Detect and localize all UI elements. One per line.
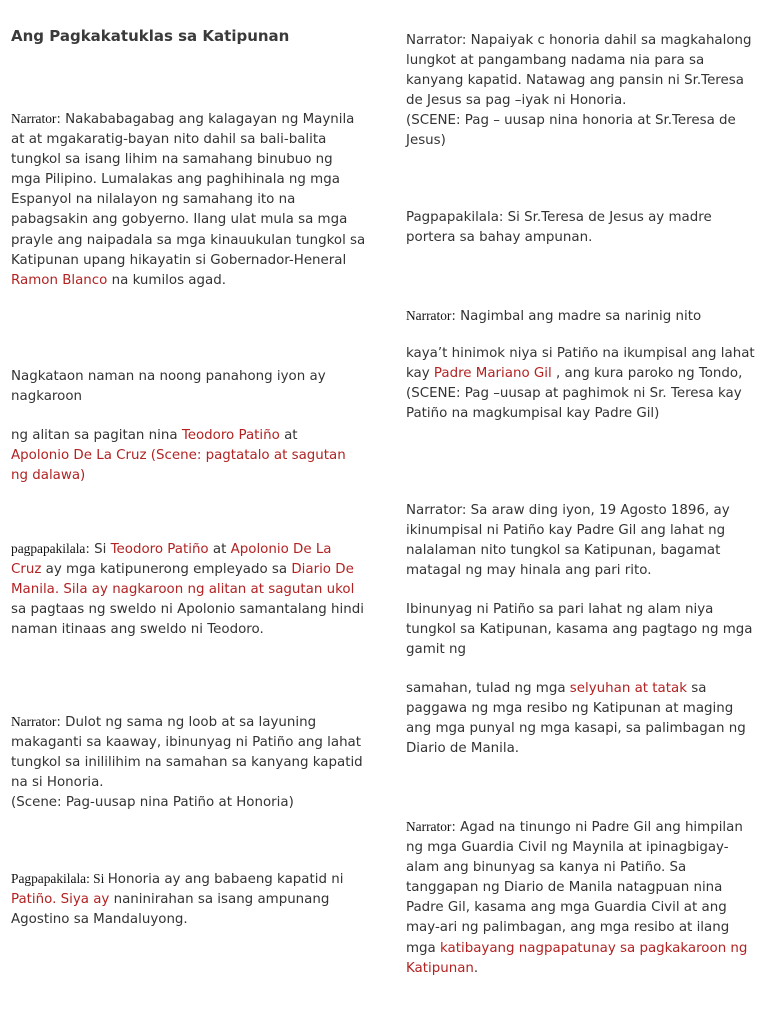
- paragraph-text: Narrator: Sa araw ding iyon, 19 Agosto 1896, ay ikinumpisal ni Patiño kay Padre Gil ang lahat ng nalalaman nito tungkol sa Katipunan, bagamat matagal ng may hinala ang pari rito.: [406, 503, 730, 579]
- left-paragraph-1: [11, 109, 366, 291]
- speaker-label: Pagpapakilala: [11, 871, 87, 886]
- paragraph-text: Honoria ay ang babaeng kapatid ni: [107, 872, 344, 887]
- left-paragraph-5: [11, 712, 366, 813]
- highlight-text: Apolonio De La Cruz (Scene: pagtatalo at sagutan ng dalawa): [11, 448, 346, 484]
- highlight-text: Teodoro Patiño: [181, 428, 280, 443]
- speaker-label: Narrator: [406, 819, 452, 834]
- highlight-text: Apolonio De La Cruz: [11, 542, 332, 578]
- right-paragraph-6: [406, 600, 758, 660]
- paragraph-text: Ibinunyag ni Patiño sa pari lahat ng alam niya tungkol sa Katipunan, kasama ang pagtago ng mga gamit ng: [406, 602, 753, 658]
- speaker-label: pagpapakilala: [11, 541, 86, 556]
- paragraph-text: , ang kura paroko ng Tondo,: [551, 366, 743, 382]
- paragraph-text: Narrator: Napaiyak c honoria dahil sa magkahalong lungkot at pangambang nadama nia para sa kanyang kapatid. Natawag ang pansin ni Sr.Teresa de Jesus sa pag –iyak ni Honoria.: [406, 33, 752, 109]
- paragraph-text: naninirahan sa isang ampunang Agostino sa Mandaluyong.: [11, 892, 330, 928]
- right-paragraph-3: [406, 306, 758, 327]
- left-paragraph-6: [11, 869, 366, 930]
- paragraph-text: kaya’t hinimok niya si Patiño na ikumpisal ang lahat kay: [406, 346, 755, 382]
- paragraph-text: Nagkataon naman na noong panahong iyon ay nagkaroon: [11, 369, 326, 405]
- highlight-text: katibayang nagpapatunay sa pagkakaroon ng Katipunan: [406, 940, 748, 976]
- paragraph-text: samahan, tulad ng mga: [406, 681, 570, 696]
- paragraph-text: ng alitan sa pagitan nina: [11, 428, 182, 443]
- paragraph-text: : Dulot ng sama ng loob at sa layuning makaganti sa kaaway, ibinunyag ni Patiño ang lahat tungkol sa inililihim na samahan sa kanyang kapatid na si Honoria.: [11, 715, 363, 791]
- paragraph-text: : Nakababagabag ang kalagayan ng Maynila at at mgakaratig-bayan nito dahil sa bali-balita tungkol sa isang lihim na samahang binubuo ng mga Pilipino. Lumalakas ang paghihinala ng mga Espanyol na nilalayon ng samahang ito na pabagsakin ang gobyerno. Ilang ulat mula sa mga prayle ang naipadala sa mga kinauukulan tungkol sa Katipunan upang hikayatin si Gobernador-Heneral: [11, 112, 366, 268]
- page-title: Ang Pagkakatuklas sa Katipunan: [11, 27, 290, 45]
- left-paragraph-2: [11, 367, 366, 407]
- speaker-label: Narrator: [11, 714, 57, 729]
- right-paragraph-7: [406, 679, 758, 759]
- right-paragraph-8: [406, 817, 758, 979]
- scene-note: (Scene: Pag-uusap nina Patiño at Honoria): [11, 795, 294, 811]
- paragraph-text: at: [208, 542, 231, 557]
- highlight-text: selyuhan at tatak: [569, 681, 687, 696]
- highlight-text: Ramon Blanco: [11, 272, 108, 288]
- paragraph-text: : Agad na tinungo ni Padre Gil ang himpilan ng mga Guardia Civil ng Maynila at ipinagbigay-alam ang binunyag sa kanya ni Patiño. Sa tanggapan ng Diario de Manila natagpuan nina Padre Gil, kasama ang mga Guardia Civil at ang may-ari ng palimbagan, ang mga resibo at ilang mga: [406, 820, 743, 956]
- speaker-label: Narrator: [406, 308, 452, 323]
- scene-note: (SCENE: Pag – uusap nina honoria at Sr.Teresa de Jesus): [406, 113, 736, 149]
- highlight-text: Padre Mariano Gil: [433, 366, 552, 382]
- paragraph-text: .: [473, 960, 479, 976]
- paragraph-text: na kumilos agad.: [107, 272, 226, 288]
- speaker-label: Narrator: [11, 111, 57, 126]
- left-paragraph-3: [11, 426, 346, 486]
- paragraph-text: at: [279, 428, 298, 443]
- paragraph-text: sa pagtaas ng sweldo ni Apolonio samantalang hindi naman itinaas ang sweldo ni Teodoro.: [11, 602, 364, 638]
- paragraph-text: sa paggawa ng mga resibo ng Katipunan at maging ang mga punyal ng mga kasapi, sa palimbagan ng Diario de Manila.: [406, 681, 746, 757]
- paragraph-text: : Si: [86, 871, 108, 886]
- left-paragraph-4: [11, 539, 366, 640]
- right-paragraph-2: [406, 208, 758, 248]
- right-paragraph-1: [406, 31, 758, 152]
- right-paragraph-4: [406, 344, 758, 424]
- paragraph-text: Pagpapakilala: Si Sr.Teresa de Jesus ay madre portera sa bahay ampunan.: [406, 210, 712, 246]
- scene-note: (SCENE: Pag –uusap at paghimok ni Sr. Teresa kay Patiño na magkumpisal kay Padre Gil): [406, 386, 742, 422]
- paragraph-text: : Nagimbal ang madre sa narinig nito: [451, 309, 702, 324]
- paragraph-text: ay mga katipunerong empleyado sa: [41, 562, 292, 578]
- paragraph-text: : Si: [85, 542, 111, 557]
- right-paragraph-5: [406, 501, 758, 581]
- highlight-text: Patiño. Siya ay: [11, 892, 110, 908]
- highlight-text: Teodoro Patiño: [110, 542, 209, 557]
- highlight-text: Diario De Manila. Sila ay nagkaroon ng alitan at sagutan ukol: [11, 562, 355, 598]
